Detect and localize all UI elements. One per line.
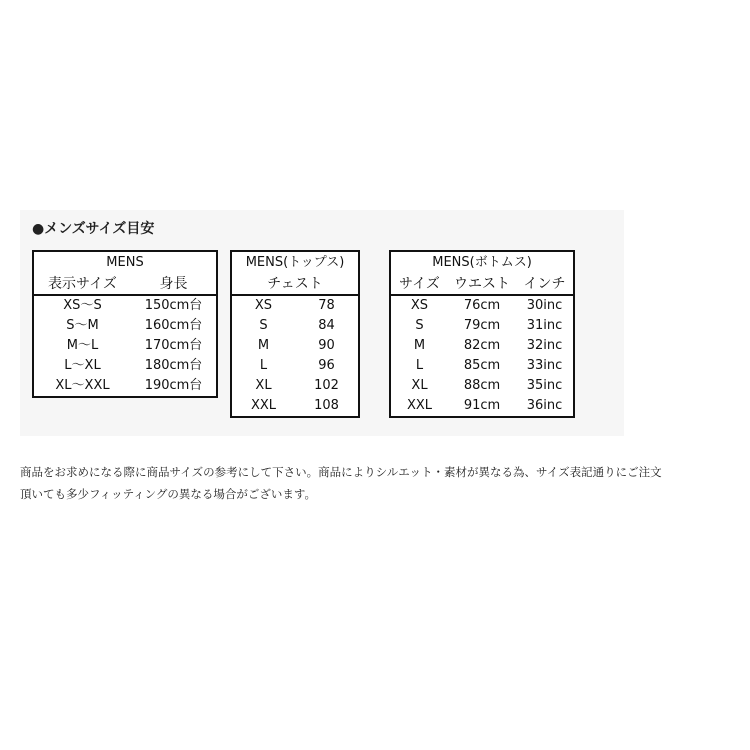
size-cell: XXL [250, 398, 277, 413]
waist-cell: 82cm [463, 338, 501, 353]
size-cell: XXL [406, 398, 433, 413]
size-cell: XL [411, 378, 428, 393]
size-note-line-1: 商品をお求めになる際に商品サイズの参考にして下さい。商品によりシルエット・素材が異なる為、サイズ表記通りにご注文 [20, 465, 662, 479]
mens-bottoms-size-table [389, 250, 575, 418]
table-row [390, 376, 574, 396]
table-row [390, 316, 574, 336]
table-row [33, 336, 217, 356]
height-cell: 190cm台 [144, 378, 203, 393]
waist-cell: 76cm [463, 298, 501, 313]
size-cell: XS [254, 298, 273, 313]
size-cell: XL〜XXL [55, 378, 110, 393]
mens-general-size-table [32, 250, 218, 398]
waist-cell: 88cm [463, 378, 501, 393]
table-row [390, 396, 574, 417]
size-guide-heading: ●メンズサイズ目安 [32, 221, 155, 237]
size-cell: L [415, 358, 424, 373]
chest-cell: 96 [318, 358, 335, 373]
height-cell: 150cm台 [144, 298, 203, 313]
size-note [20, 461, 735, 505]
chest-cell: 90 [318, 338, 335, 353]
size-cell: XS〜S [63, 298, 102, 313]
table-row [231, 336, 359, 356]
size-cell: S [259, 318, 268, 333]
column-header-display-size: 表示サイズ [33, 274, 131, 295]
column-header-waist: ウエスト [448, 274, 516, 295]
size-cell: XL [255, 378, 272, 393]
table-title: MENS(トップス) [245, 255, 345, 270]
waist-cell: 79cm [463, 318, 501, 333]
size-cell: L〜XL [64, 358, 101, 373]
inch-cell: 35inc [526, 378, 563, 393]
column-header-chest: チェスト [231, 274, 359, 295]
height-cell: 160cm台 [144, 318, 203, 333]
inch-cell: 33inc [526, 358, 563, 373]
chest-cell: 108 [314, 398, 339, 413]
size-cell: S〜M [66, 318, 99, 333]
table-row [231, 316, 359, 336]
size-cell: L [259, 358, 268, 373]
table-row [390, 295, 574, 316]
size-cell: M〜L [66, 338, 99, 353]
size-note-line-2: 頂いても多少フィッティングの異なる場合がございます。 [20, 487, 317, 501]
size-cell: S [415, 318, 424, 333]
inch-cell: 30inc [526, 298, 563, 313]
inch-cell: 32inc [526, 338, 563, 353]
table-row [33, 295, 217, 316]
table-row [231, 396, 359, 417]
chest-cell: 78 [318, 298, 335, 313]
column-header-height: 身長 [131, 274, 217, 295]
column-header-size: サイズ [390, 274, 448, 295]
table-row [33, 316, 217, 336]
height-cell: 170cm台 [144, 338, 203, 353]
chest-cell: 102 [314, 378, 339, 393]
waist-cell: 91cm [463, 398, 501, 413]
chest-cell: 84 [318, 318, 335, 333]
table-row [231, 376, 359, 396]
table-row [231, 295, 359, 316]
inch-cell: 31inc [526, 318, 563, 333]
height-cell: 180cm台 [144, 358, 203, 373]
inch-cell: 36inc [526, 398, 563, 413]
table-row [231, 356, 359, 376]
table-title: MENS(ボトムス) [432, 255, 532, 270]
table-row [33, 356, 217, 376]
table-title: MENS [106, 255, 144, 270]
column-header-inch: インチ [516, 274, 574, 295]
mens-tops-size-table [230, 250, 360, 418]
size-cell: XS [410, 298, 429, 313]
table-row [390, 336, 574, 356]
size-cell: M [413, 338, 426, 353]
size-cell: M [257, 338, 270, 353]
table-row [33, 376, 217, 397]
table-row [390, 356, 574, 376]
waist-cell: 85cm [463, 358, 501, 373]
